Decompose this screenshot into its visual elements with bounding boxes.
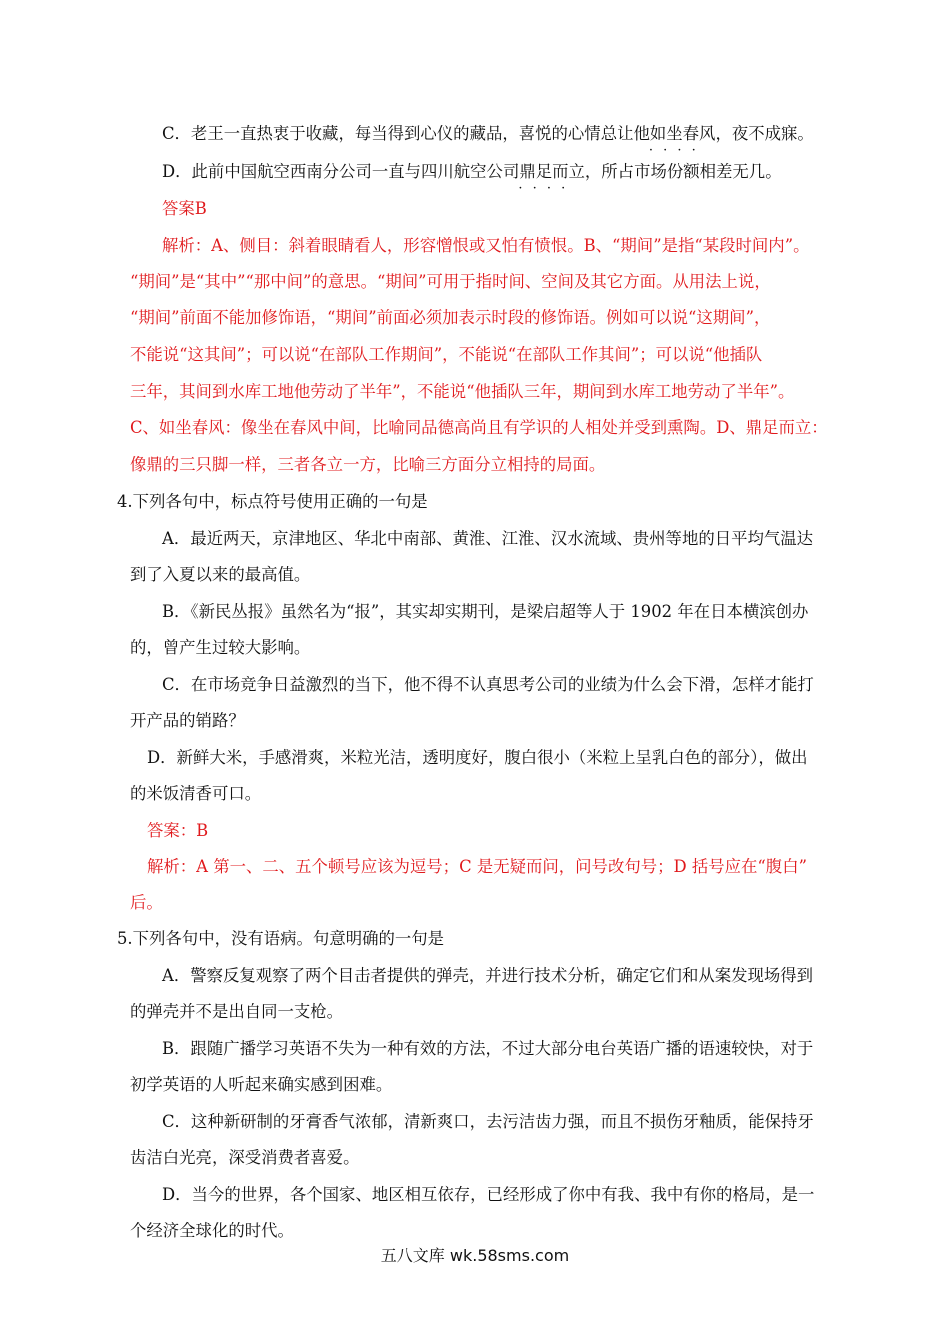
- q5-option-a-cont: 的弹壳并不是出自同一支枪。: [130, 1002, 344, 1021]
- q4-option-b: B．《新民丛报》虽然名为“报”，其实却实期刊，是梁启超等人于 1902 年在日本横滨创办: [162, 602, 809, 621]
- q5-option-b-cont: 初学英语的人听起来确实感到困难。: [130, 1075, 393, 1094]
- q3-option-c-marked-idiom: 如坐春风 · · · ·: [650, 124, 716, 143]
- q5-option-d-cont: 个经济全球化的时代。: [130, 1221, 294, 1240]
- q5-stem: 5.下列各句中，没有语病。句意明确的一句是: [117, 929, 445, 948]
- q3-option-d: D．此前中国航空西南分公司一直与四川航空公司鼎足而立 · · · ·，所占市场份额相差无几。: [162, 160, 782, 184]
- q3-analysis-line: “期间”是“其中”“那中间”的意思。“期间”可用于指时间、空间及其它方面。从用法上说，: [130, 272, 771, 291]
- q4-option-c: C．在市场竞争日益激烈的当下，他不得不认真思考公司的业绩为什么会下滑，怎样才能打: [162, 675, 814, 694]
- q4-stem: 4.下列各句中，标点符号使用正确的一句是: [117, 492, 428, 511]
- q3-analysis-line: 不能说“这其间”；可以说“在部队工作期间”，不能说“在部队工作其间”；可以说“他插队: [130, 345, 763, 364]
- q4-option-d-cont: 的米饭清香可口。: [130, 784, 262, 803]
- q3-option-d-marked-idiom: 鼎足而立 · · · ·: [519, 162, 585, 181]
- q3-analysis-line: C、如坐春风：像坐在春风中间，比喻同品德高尚且有学识的人相处并受到熏陶。D、鼎足而立：: [130, 418, 828, 437]
- q5-option-d: D．当今的世界，各个国家、地区相互依存，已经形成了你中有我、我中有你的格局，是一: [162, 1185, 815, 1204]
- q4-analysis-line: 解析：A 第一、二、五个顿号应该为逗号；C 是无疑而问，问号改句号；D 括号应在“腹白”: [147, 857, 807, 876]
- q5-option-c: C．这种新研制的牙膏香气浓郁，清新爽口，去污洁齿力强，而且不损伤牙釉质，能保持牙: [162, 1112, 814, 1131]
- q4-analysis-line: 后。: [130, 893, 163, 912]
- footer-watermark: 五八文库 wk.58sms.com: [380, 1246, 570, 1265]
- q3-analysis-line: 三年，其间到水库工地他劳动了半年”，不能说“他插队三年，期间到水库工地劳动了半年”。: [130, 382, 795, 401]
- q4-option-a-cont: 到了入夏以来的最高值。: [130, 565, 311, 584]
- q3-option-c: C．老王一直热衷于收藏，每当得到心仪的藏品，喜悦的心情总让他如坐春风 · · · ·，夜不成寐。: [162, 122, 814, 146]
- q4-option-b-cont: 的，曾产生过较大影响。: [130, 638, 311, 657]
- q4-option-d: D．新鲜大米，手感滑爽，米粒光洁，透明度好，腹白很小（米粒上呈乳白色的部分），做出: [147, 748, 808, 767]
- q4-option-c-cont: 开产品的销路？: [130, 711, 245, 730]
- q4-option-a: A．最近两天，京津地区、华北中南部、黄淮、江淮、汉水流域、贵州等地的日平均气温达: [162, 529, 814, 548]
- q5-option-c-cont: 齿洁白光亮，深受消费者喜爱。: [130, 1148, 360, 1167]
- q3-analysis-line: “期间”前面不能加修饰语，“期间”前面必须加表示时段的修饰语。例如可以说“这期间”，: [130, 308, 771, 327]
- q4-answer: 答案：B: [147, 821, 209, 840]
- q3-analysis-line: 像鼎的三只脚一样，三者各立一方，比喻三方面分立相持的局面。: [130, 455, 606, 474]
- q3-analysis-line: 解析：A、侧目：斜着眼睛看人，形容憎恨或又怕有愤恨。B、“期间”是指“某段时间内”。: [162, 236, 810, 255]
- q5-option-b: B．跟随广播学习英语不失为一种有效的方法，不过大部分电台英语广播的语速较快，对于: [162, 1039, 814, 1058]
- q3-answer: 答案B: [162, 199, 207, 218]
- q5-option-a: A．警察反复观察了两个目击者提供的弹壳，并进行技术分析，确定它们和从案发现场得到: [162, 966, 814, 985]
